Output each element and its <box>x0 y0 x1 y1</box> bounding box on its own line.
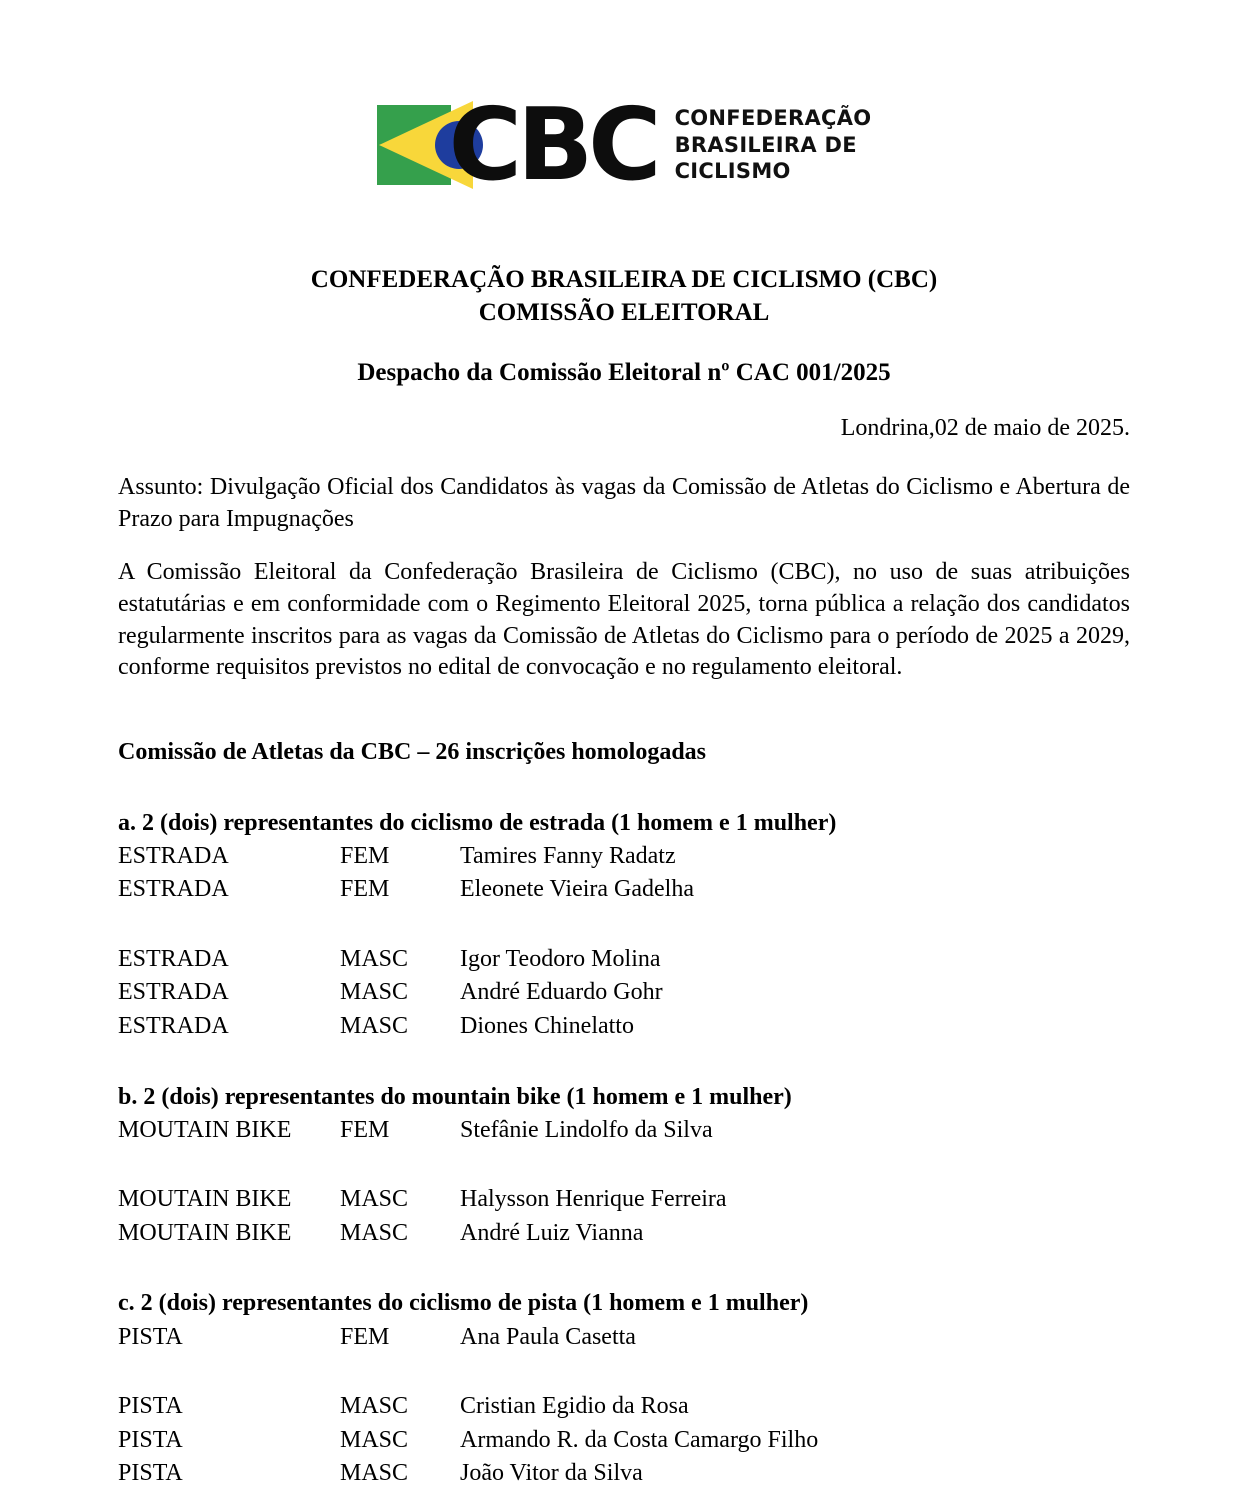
intro-paragraph: A Comissão Eleitoral da Confederação Brasileira de Ciclismo (CBC), no uso de suas atribuições estatutárias e em conformidade com o Regimento Eleitoral 2025, torna pública a relação dos candidatos regularmente inscritos para as vagas da Comissão de Atletas do Ciclismo para o período de 2025 a 2029, conforme requisitos previstos no edital de convocação e no regulamento eleitoral. <box>118 559 1130 681</box>
candidate-row <box>118 1183 1130 1217</box>
discipline-cell: MOUTAIN BIKE <box>118 1116 292 1143</box>
section-mountain-bike-fem-group <box>118 1114 1130 1148</box>
gender-cell: FEM <box>340 842 390 869</box>
section-estrada-heading: a. 2 (dois) representantes do ciclismo de estrada (1 homem e 1 mulher) <box>118 809 837 836</box>
section-pista-fem-group <box>118 1321 1130 1355</box>
dateline: Londrina,02 de maio de 2025. <box>840 414 1130 441</box>
discipline-cell: ESTRADA <box>118 1012 229 1039</box>
cbc-logo-wordmark-line2: BRASILEIRA DE <box>674 132 857 157</box>
candidate-row <box>118 1010 1130 1044</box>
gender-cell: FEM <box>340 876 390 903</box>
gender-cell: FEM <box>340 1323 390 1350</box>
section-estrada-masc-group <box>118 943 1130 1044</box>
cbc-logo-wordmark-line3: CICLISMO <box>674 159 791 184</box>
org-title-line2: COMISSÃO ELEITORAL <box>478 298 770 326</box>
section-mountain-bike <box>118 1080 1130 1251</box>
org-title-line1: CONFEDERAÇÃO BRASILEIRA DE CICLISMO (CBC) <box>310 266 938 293</box>
candidate-row <box>118 1321 1130 1355</box>
dispatch-title: Despacho da Comissão Eleitoral nº CAC 001/2025 <box>357 359 891 386</box>
section-estrada <box>118 806 1130 1044</box>
section-estrada-fem-group <box>118 840 1130 907</box>
gender-cell: MASC <box>340 1460 409 1487</box>
discipline-cell: ESTRADA <box>118 979 229 1006</box>
candidate-row <box>118 1424 1130 1458</box>
discipline-cell: MOUTAIN BIKE <box>118 1186 292 1213</box>
gender-cell: MASC <box>340 945 409 972</box>
discipline-cell: PISTA <box>118 1323 183 1350</box>
candidate-row <box>118 840 1130 874</box>
gender-cell: MASC <box>340 1219 409 1246</box>
discipline-cell: PISTA <box>118 1460 183 1487</box>
candidate-name-cell: Stefânie Lindolfo da Silva <box>460 1116 713 1143</box>
candidate-name-cell: Igor Teodoro Molina <box>460 945 661 972</box>
cbc-logo-wordmark <box>675 105 872 184</box>
candidate-row <box>118 873 1130 907</box>
subject-paragraph: Assunto: Divulgação Oficial dos Candidatos às vagas da Comissão de Atletas do Ciclismo e Abertura de Prazo para Impugnações <box>118 473 1130 532</box>
candidate-name-cell: André Eduardo Gohr <box>460 979 663 1006</box>
section-pista-heading: c. 2 (dois) representantes do ciclismo de pista (1 homem e 1 mulher) <box>118 1290 809 1317</box>
candidate-name-cell: Diones Chinelatto <box>460 1012 634 1039</box>
org-title <box>118 264 1130 329</box>
candidate-row <box>118 1217 1130 1251</box>
gender-cell: MASC <box>340 1426 409 1453</box>
gender-cell: MASC <box>340 1186 409 1213</box>
discipline-cell: PISTA <box>118 1426 183 1453</box>
discipline-cell: MOUTAIN BIKE <box>118 1219 292 1246</box>
summary-heading: Comissão de Atletas da CBC – 26 inscrições homologadas <box>118 738 707 765</box>
section-mountain-bike-heading: b. 2 (dois) representantes do mountain bike (1 homem e 1 mulher) <box>118 1083 792 1110</box>
candidate-row <box>118 943 1130 977</box>
gender-cell: MASC <box>340 1393 409 1420</box>
discipline-cell: ESTRADA <box>118 945 229 972</box>
candidate-name-cell: Eleonete Vieira Gadelha <box>460 876 694 903</box>
discipline-cell: ESTRADA <box>118 842 229 869</box>
section-mountain-bike-masc-group <box>118 1183 1130 1250</box>
discipline-cell: ESTRADA <box>118 876 229 903</box>
cbc-logo-acronym: CBC <box>448 86 657 203</box>
section-pista-masc-group <box>118 1390 1130 1491</box>
candidate-name-cell: Tamires Fanny Radatz <box>460 842 676 869</box>
gender-cell: MASC <box>340 979 409 1006</box>
gender-cell: FEM <box>340 1116 390 1143</box>
gender-cell: MASC <box>340 1012 409 1039</box>
candidate-name-cell: Armando R. da Costa Camargo Filho <box>460 1426 819 1453</box>
candidate-row <box>118 1390 1130 1424</box>
candidate-name-cell: Halysson Henrique Ferreira <box>460 1186 727 1213</box>
candidate-row <box>118 1457 1130 1491</box>
candidate-name-cell: André Luiz Vianna <box>460 1219 644 1246</box>
candidate-row <box>118 976 1130 1010</box>
section-pista <box>118 1286 1130 1490</box>
cbc-logo <box>118 86 1130 203</box>
candidate-name-cell: Cristian Egidio da Rosa <box>460 1393 689 1420</box>
candidate-name-cell: João Vitor da Silva <box>460 1460 643 1487</box>
candidate-row <box>118 1114 1130 1148</box>
cbc-logo-wordmark-line1: CONFEDERAÇÃO <box>674 106 872 131</box>
discipline-cell: PISTA <box>118 1393 183 1420</box>
candidate-name-cell: Ana Paula Casetta <box>460 1323 636 1350</box>
